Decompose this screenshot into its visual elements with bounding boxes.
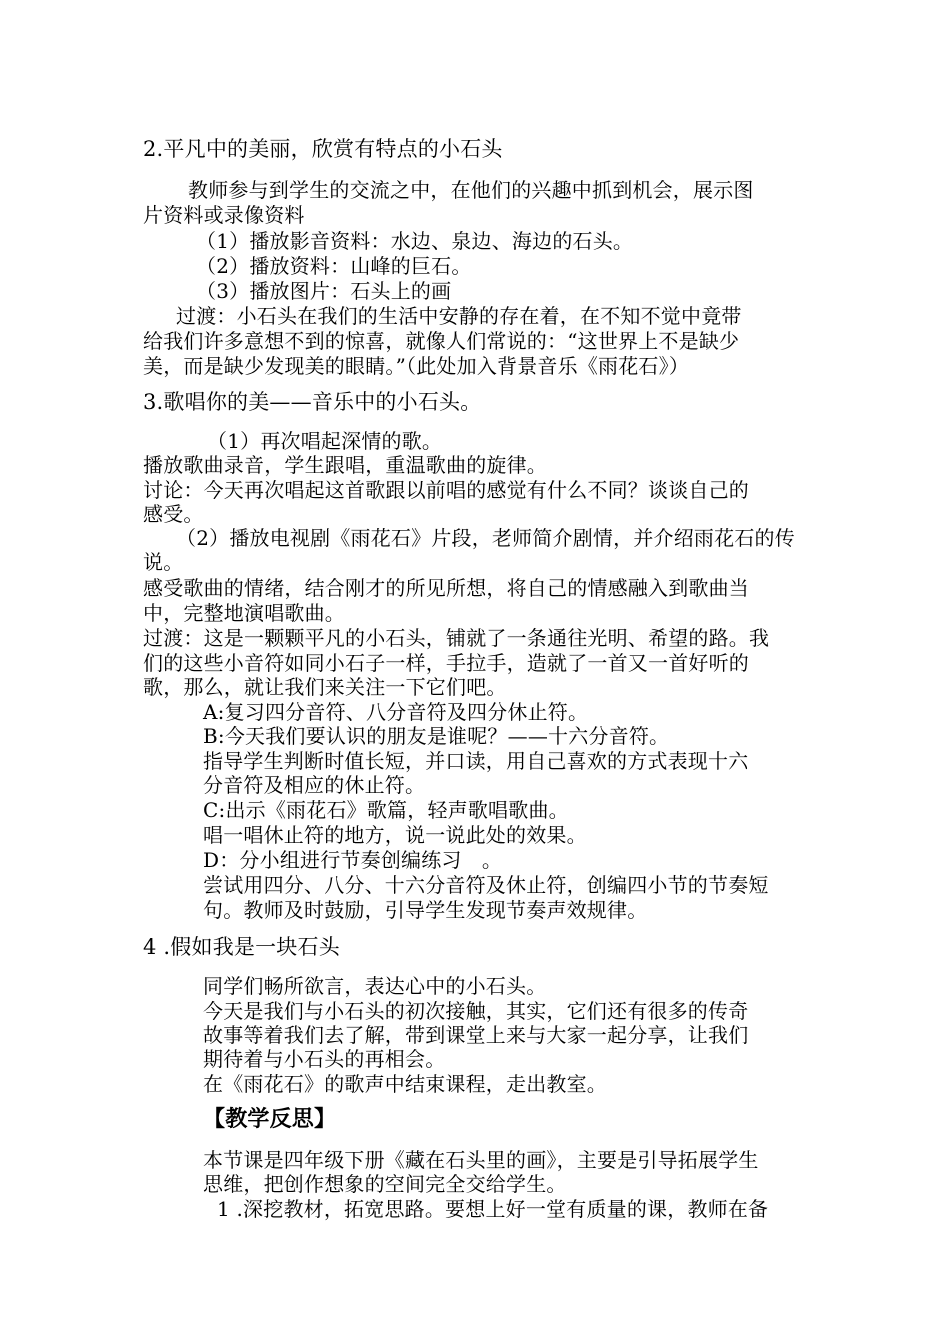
- section-4-title: 4 .假如我是一块石头: [143, 935, 340, 959]
- section-3-line: B:今天我们要认识的朋友是谁呢？——十六分音符。: [203, 724, 670, 748]
- section-3-line: （1）再次唱起深情的歌。: [207, 429, 443, 453]
- section-2-transition-line: 给我们许多意想不到的惊喜，就像人们常说的：“这世界上不是缺少: [143, 329, 740, 353]
- section-2-paragraph-line: 教师参与到学生的交流之中，在他们的兴趣中抓到机会，展示图: [188, 178, 754, 202]
- section-3-line: 感受歌曲的情绪，结合刚才的所见所想，将自己的情感融入到歌曲当: [143, 576, 749, 600]
- section-3-line: 唱一唱休止符的地方，说一说此处的效果。: [203, 823, 587, 847]
- section-3-title: 3.歌唱你的美——音乐中的小石头。: [143, 390, 482, 414]
- section-4-line: 故事等着我们去了解，带到课堂上来与大家一起分享，让我们: [203, 1023, 749, 1047]
- section-3-line: 中，完整地演唱歌曲。: [143, 601, 345, 625]
- reflection-line: 本节课是四年级下册《藏在石头里的画》，主要是引导拓展学生: [203, 1148, 759, 1172]
- section-2-paragraph-line: 片资料或录像资料: [143, 203, 305, 227]
- section-3-line: 歌，那么，就让我们来关注一下它们吧。: [143, 675, 507, 699]
- section-2-title: 2.平凡中的美丽，欣赏有特点的小石头: [143, 137, 503, 161]
- section-4-line: 期待着与小石头的再相会。: [203, 1047, 446, 1071]
- section-4-line: 同学们畅所欲言，表达心中的小石头。: [203, 974, 547, 998]
- section-3-line: D：分小组进行节奏创编练习 。: [203, 848, 503, 872]
- section-2-item: （2）播放资料：山峰的巨石。: [196, 254, 472, 278]
- section-2-item: （1）播放影音资料：水边、泉边、海边的石头。: [196, 229, 634, 253]
- reflection-line: 1 .深挖教材，拓宽思路。要想上好一堂有质量的课，教师在备: [217, 1197, 769, 1221]
- section-3-line: （2）播放电视剧《雨花石》片段，老师简介剧情，并介绍雨花石的传: [176, 526, 795, 550]
- section-3-line: 说。: [143, 550, 184, 574]
- reflection-line: 思维，把创作想象的空间完全交给学生。: [203, 1172, 567, 1196]
- section-3-line: 尝试用四分、八分、十六分音符及休止符，创编四小节的节奏短: [203, 873, 769, 897]
- section-4-line: 在《雨花石》的歌声中结束课程，走出教室。: [203, 1072, 607, 1096]
- section-3-line: 分音符及相应的休止符。: [203, 773, 426, 797]
- section-4-line: 今天是我们与小石头的初次接触，其实，它们还有很多的传奇: [203, 999, 749, 1023]
- section-3-line: 们的这些小音符如同小石子一样，手拉手，造就了一首又一首好听的: [143, 651, 749, 675]
- section-2-transition-line: 美，而是缺少发现美的眼睛。”（此处加入背景音乐《雨花石》）: [143, 354, 690, 378]
- section-3-line: C:出示《雨花石》歌篇，轻声歌唱歌曲。: [203, 798, 569, 822]
- section-3-line: 感受。: [143, 502, 204, 526]
- section-3-line: 指导学生判断时值长短，并口读，用自己喜欢的方式表现十六: [203, 749, 749, 773]
- section-3-line: 播放歌曲录音，学生跟唱，重温歌曲的旋律。: [143, 453, 547, 477]
- section-2-transition-line: 过渡：小石头在我们的生活中安静的存在着，在不知不觉中竟带: [176, 304, 742, 328]
- section-3-line: 句。教师及时鼓励，引导学生发现节奏声效规律。: [203, 898, 648, 922]
- reflection-title: 【教学反思】: [203, 1107, 337, 1132]
- section-3-line: 讨论：今天再次唱起这首歌跟以前唱的感觉有什么不同？谈谈自己的: [143, 478, 749, 502]
- section-3-line: A:复习四分音符、八分音符及四分休止符。: [203, 700, 589, 724]
- section-2-item: （3）播放图片：石头上的画: [196, 279, 452, 303]
- section-3-line: 过渡：这是一颗颗平凡的小石头，铺就了一条通往光明、希望的路。我: [143, 626, 770, 650]
